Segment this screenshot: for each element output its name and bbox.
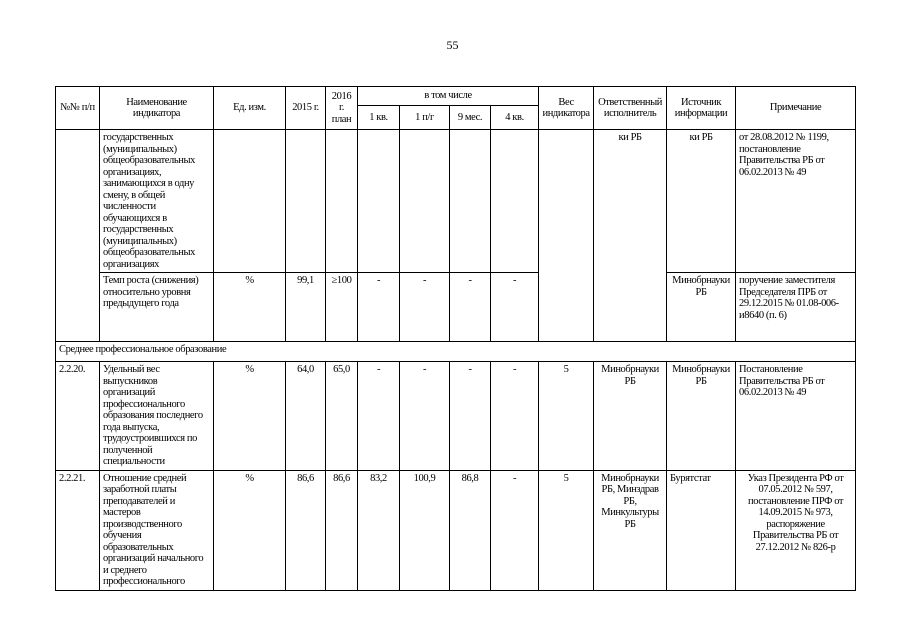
col-header-including: в том числе [358,87,539,106]
section-title: Среднее профессиональное образование [56,342,856,362]
cell-9m: 86,8 [450,470,491,590]
cell-unit: % [214,362,286,471]
col-header-2016: 2016 г. план [326,87,358,130]
col-header-responsible: Ответственный исполнитель [594,87,667,130]
cell-9m: - [450,362,491,471]
cell-name: Удельный вес выпускников организаций профессионального образования последнего года выпуска, трудоустроившихся по полученной специальности [100,362,214,471]
cell-q4: - [491,470,539,590]
section-row [56,342,856,362]
cell-h1 [400,130,450,273]
cell-name: Отношение средней заработной платы преподавателей и мастеров производственного обучения образовательных организаций начального и среднего профессионального [100,470,214,590]
col-header-source: Источник информации [667,87,736,130]
cell-num [56,130,100,342]
col-header-note: Примечание [736,87,856,130]
cell-note: Указ Президента РФ от 07.05.2012 № 597, постановление ПРФ от 14.09.2015 № 973, распоряжение Правительства РБ от 27.12.2012 № 826-р [736,470,856,590]
cell-2016: ≥100 [326,273,358,342]
col-header-name: Наименование индикатора [100,87,214,130]
cell-responsible: Минобрнауки РБ, Минздрав РБ, Минкультуры РБ [594,470,667,590]
table-row [56,273,856,342]
cell-weight: 5 [539,470,594,590]
table-row [56,130,856,273]
table-row [56,470,856,590]
cell-note: от 28.08.2012 № 1199, постановление Правительства РБ от 06.02.2013 № 49 [736,130,856,273]
cell-q4 [491,130,539,273]
cell-q1: - [358,362,400,471]
col-header-q4: 4 кв. [491,106,539,130]
cell-name: Темп роста (снижения) относительно уровня предыдущего года [100,273,214,342]
cell-h1: 100,9 [400,470,450,590]
col-header-unit: Ед. изм. [214,87,286,130]
cell-source: Минобрнауки РБ [667,273,736,342]
cell-note: Постановление Правительства РБ от 06.02.2013 № 49 [736,362,856,471]
cell-name: государственных (муниципальных) общеобразовательных организациях, занимающихся в одну смену, в общей численности обучающихся в государственных (муниципальных) общеобразовательных организациях [100,130,214,273]
cell-note: поручение заместителя Председателя ПРБ от 29.12.2015 № 01.08-006-и8640 (п. 6) [736,273,856,342]
cell-unit: % [214,470,286,590]
header-row [56,87,856,106]
col-header-num: №№ п/п [56,87,100,130]
cell-weight: 5 [539,362,594,471]
table-row [56,362,856,471]
indicator-table [55,86,856,591]
cell-2016: 86,6 [326,470,358,590]
page-number: 55 [446,38,459,52]
cell-q4: - [491,273,539,342]
cell-9m: - [450,273,491,342]
cell-weight [539,130,594,342]
col-header-9m: 9 мес. [450,106,491,130]
cell-responsible: Минобрнауки РБ [594,362,667,471]
cell-2015: 99,1 [286,273,326,342]
col-header-weight: Вес индикатора [539,87,594,130]
cell-q4: - [491,362,539,471]
cell-2016 [326,130,358,273]
cell-9m [450,130,491,273]
col-header-q1: 1 кв. [358,106,400,130]
cell-source: Минобрнауки РБ [667,362,736,471]
cell-2015: 86,6 [286,470,326,590]
cell-2015 [286,130,326,273]
cell-q1: - [358,273,400,342]
cell-responsible: ки РБ [594,130,667,342]
cell-unit: % [214,273,286,342]
cell-h1: - [400,362,450,471]
cell-num: 2.2.21. [56,470,100,590]
col-header-2015: 2015 г. [286,87,326,130]
col-header-h1: 1 п/г [400,106,450,130]
cell-2016: 65,0 [326,362,358,471]
cell-source: ки РБ [667,130,736,273]
cell-source: Бурятстат [667,470,736,590]
cell-2015: 64,0 [286,362,326,471]
cell-num: 2.2.20. [56,362,100,471]
cell-q1 [358,130,400,273]
cell-q1: 83,2 [358,470,400,590]
cell-unit [214,130,286,273]
cell-h1: - [400,273,450,342]
